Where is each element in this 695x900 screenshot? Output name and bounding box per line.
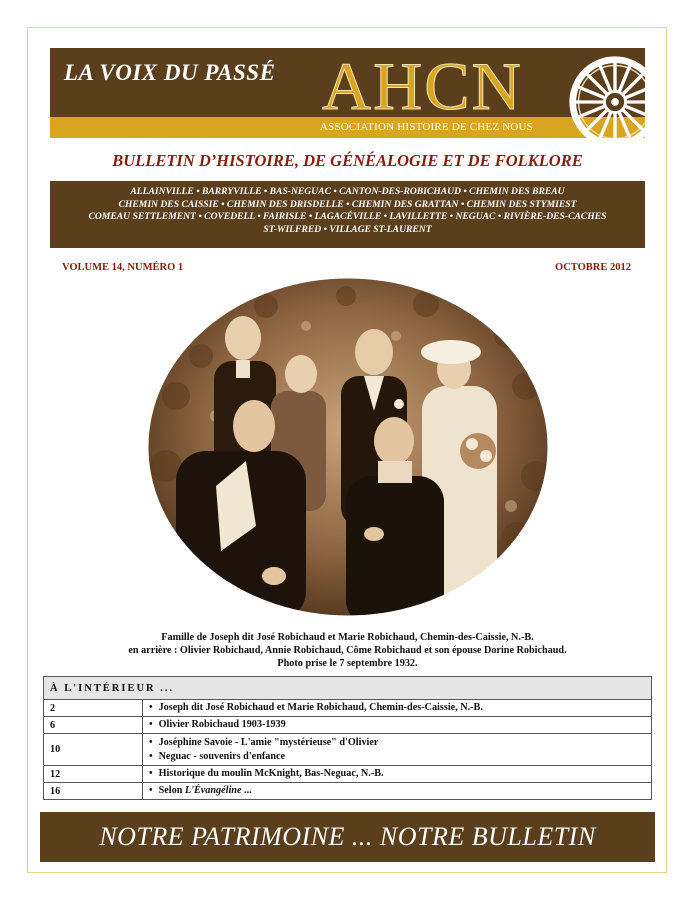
article-title[interactable]: • Neguac - souvenirs d'enfance	[149, 750, 645, 764]
article-cell	[143, 700, 652, 717]
article-title[interactable]: • Historique du moulin McKnight, Bas-Neguac, N.-B.	[149, 767, 645, 781]
footer-banner: NOTRE PATRIMOINE ... NOTRE BULLETIN	[40, 812, 655, 862]
newsletter-title: LA VOIX DU PASSÉ	[64, 60, 276, 85]
table-row	[44, 783, 652, 800]
article-cell	[143, 783, 652, 800]
page-number: 10	[44, 734, 143, 766]
caption-line: Famille de Joseph dit José Robichaud et Marie Robichaud, Chemin-des-Caissie, N.-B.	[161, 632, 534, 643]
table-row	[44, 717, 652, 734]
contents-header-row	[44, 677, 652, 700]
photo-caption	[40, 631, 655, 671]
article-title[interactable]	[149, 784, 645, 798]
contents-table	[43, 676, 652, 800]
contents-header: À L'INTÉRIEUR ...	[44, 677, 652, 700]
article-suffix: ...	[241, 785, 252, 797]
caption-line: Photo prise le 7 septembre 1932.	[277, 658, 418, 670]
places-line: ST-WILFRED • VILLAGE ST-LAURENT	[263, 223, 432, 235]
caption-line: en arrière : Olivier Robichaud, Annie Robichaud, Côme Robichaud et son épouse Dorine Robichaud.	[128, 645, 567, 657]
article-title[interactable]: • Joséphine Savoie - L'amie "mystérieuse" d'Olivier	[149, 736, 645, 750]
article-title[interactable]: • Olivier Robichaud 1903-1939	[149, 718, 645, 732]
wagon-wheel-icon	[567, 54, 645, 138]
ahcn-logo: AHCN	[322, 48, 523, 124]
page-number: 6	[44, 717, 143, 734]
article-italic: L'Évangéline	[184, 785, 242, 797]
article-cell	[143, 734, 652, 766]
table-row	[44, 700, 652, 717]
family-photo	[146, 276, 550, 618]
page-number: 2	[44, 700, 143, 717]
article-cell	[143, 766, 652, 783]
association-name: ASSOCIATION HISTOIRE DE CHEZ NOUS	[320, 121, 533, 133]
places-line: ALLAINVILLE • BARRYVILLE • BAS-NEGUAC • CANTON-DES-ROBICHAUD • CHEMIN DES BREAU	[130, 186, 565, 197]
article-prefix: Selon	[158, 785, 185, 797]
places-line: CHEMIN DES CAISSIE • CHEMIN DES DRISDELLE • CHEMIN DES GRATTAN • CHEMIN DES STYMIEST	[118, 198, 577, 210]
bulletin-subtitle: BULLETIN D’HISTOIRE, DE GÉNÉALOGIE ET DE FOLKLORE	[112, 151, 583, 170]
masthead	[50, 48, 645, 138]
places-box	[50, 181, 645, 248]
page-number: 16	[44, 783, 143, 800]
page-number: 12	[44, 766, 143, 783]
issue-date: OCTOBRE 2012	[555, 262, 631, 273]
table-row	[44, 734, 652, 766]
volume-number: VOLUME 14, NUMÉRO 1	[62, 262, 184, 273]
article-title[interactable]: • Joseph dit José Robichaud et Marie Robichaud, Chemin-des-Caissie, N.-B.	[149, 701, 645, 715]
places-line: COMEAU SETTLEMENT • COVEDELL • FAIRISLE • LAGACÉVILLE • LAVILLETTE • NEGUAC • RIVIÈRE-DES-CACHES	[88, 211, 607, 222]
table-row	[44, 766, 652, 783]
article-cell	[143, 717, 652, 734]
